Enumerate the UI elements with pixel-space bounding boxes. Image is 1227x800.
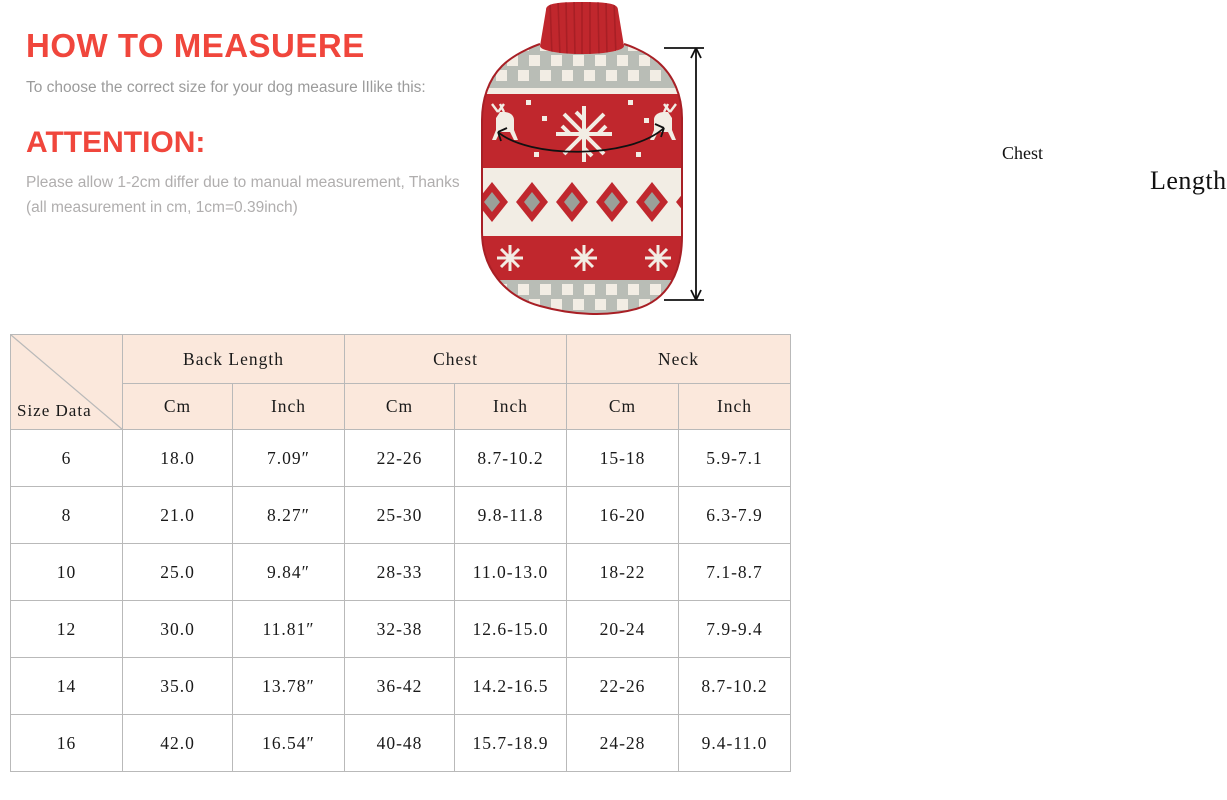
size-data-corner-cell (11, 335, 123, 430)
table-row (11, 430, 791, 487)
row-size: 12 (11, 601, 123, 658)
table-row (11, 544, 791, 601)
cell-neck-inch: 7.1-8.7 (679, 544, 791, 601)
unit-header-chest-inch: Inch (455, 384, 567, 430)
cell-neck-inch: 8.7-10.2 (679, 658, 791, 715)
cell-back-length-cm: 30.0 (123, 601, 233, 658)
unit-header-back-length-cm: Cm (123, 384, 233, 430)
group-header-neck: Neck (567, 335, 791, 384)
cell-chest-inch: 8.7-10.2 (455, 430, 567, 487)
cell-neck-cm: 18-22 (567, 544, 679, 601)
cell-neck-cm: 15-18 (567, 430, 679, 487)
info-block (26, 28, 466, 221)
size-data-label: Size Data (17, 401, 92, 420)
cell-chest-cm: 28-33 (345, 544, 455, 601)
unit-header-neck-inch: Inch (679, 384, 791, 430)
cell-chest-inch: 9.8-11.8 (455, 487, 567, 544)
cell-neck-inch: 5.9-7.1 (679, 430, 791, 487)
cell-back-length-cm: 42.0 (123, 715, 233, 772)
table-group-header-row (11, 335, 791, 384)
attention-description: Please allow 1-2cm differ due to manual measurement, Thanks (all measurement in cm, 1cm=0.39inch) (26, 174, 460, 217)
row-size: 6 (11, 430, 123, 487)
cell-chest-cm: 22-26 (345, 430, 455, 487)
table-row (11, 658, 791, 715)
cell-neck-inch: 6.3-7.9 (679, 487, 791, 544)
cell-back-length-inch: 8.27″ (233, 487, 345, 544)
size-table-container (10, 334, 790, 772)
row-size: 14 (11, 658, 123, 715)
cell-back-length-cm: 21.0 (123, 487, 233, 544)
cell-neck-cm: 16-20 (567, 487, 679, 544)
cell-back-length-inch: 16.54″ (233, 715, 345, 772)
group-header-back-length: Back Length (123, 335, 345, 384)
cell-neck-inch: 7.9-9.4 (679, 601, 791, 658)
length-label: Length (1150, 166, 1227, 195)
cell-neck-cm: 24-28 (567, 715, 679, 772)
cell-neck-cm: 20-24 (567, 601, 679, 658)
how-to-measure-description: To choose the correct size for your dog measure lIlike this: (26, 79, 426, 97)
cell-back-length-inch: 11.81″ (233, 601, 345, 658)
cell-neck-cm: 22-26 (567, 658, 679, 715)
unit-header-neck-cm: Cm (567, 384, 679, 430)
unit-header-chest-cm: Cm (345, 384, 455, 430)
cell-chest-inch: 15.7-18.9 (455, 715, 567, 772)
group-header-chest: Chest (345, 335, 567, 384)
cell-back-length-cm: 35.0 (123, 658, 233, 715)
cell-neck-inch: 9.4-11.0 (679, 715, 791, 772)
cell-chest-cm: 25-30 (345, 487, 455, 544)
cell-chest-inch: 11.0-13.0 (455, 544, 567, 601)
cell-chest-cm: 36-42 (345, 658, 455, 715)
table-row (11, 715, 791, 772)
table-unit-header-row (11, 384, 791, 430)
attention-heading: ATTENTION: (26, 126, 206, 160)
cell-chest-cm: 32-38 (345, 601, 455, 658)
how-to-measure-heading: HOW TO MEASUERE (26, 27, 365, 64)
cell-chest-inch: 12.6-15.0 (455, 601, 567, 658)
row-size: 10 (11, 544, 123, 601)
table-row (11, 601, 791, 658)
row-size: 8 (11, 487, 123, 544)
cell-chest-cm: 40-48 (345, 715, 455, 772)
size-table (10, 334, 791, 772)
cell-chest-inch: 14.2-16.5 (455, 658, 567, 715)
cell-back-length-inch: 9.84″ (233, 544, 345, 601)
table-row (11, 487, 791, 544)
dog-sweater-illustration (468, 0, 1227, 330)
cell-back-length-inch: 7.09″ (233, 430, 345, 487)
cell-back-length-inch: 13.78″ (233, 658, 345, 715)
cell-back-length-cm: 18.0 (123, 430, 233, 487)
row-size: 16 (11, 715, 123, 772)
sweater-collar (540, 0, 624, 56)
cell-back-length-cm: 25.0 (123, 544, 233, 601)
chest-label: Chest (1002, 143, 1044, 163)
unit-header-back-length-inch: Inch (233, 384, 345, 430)
